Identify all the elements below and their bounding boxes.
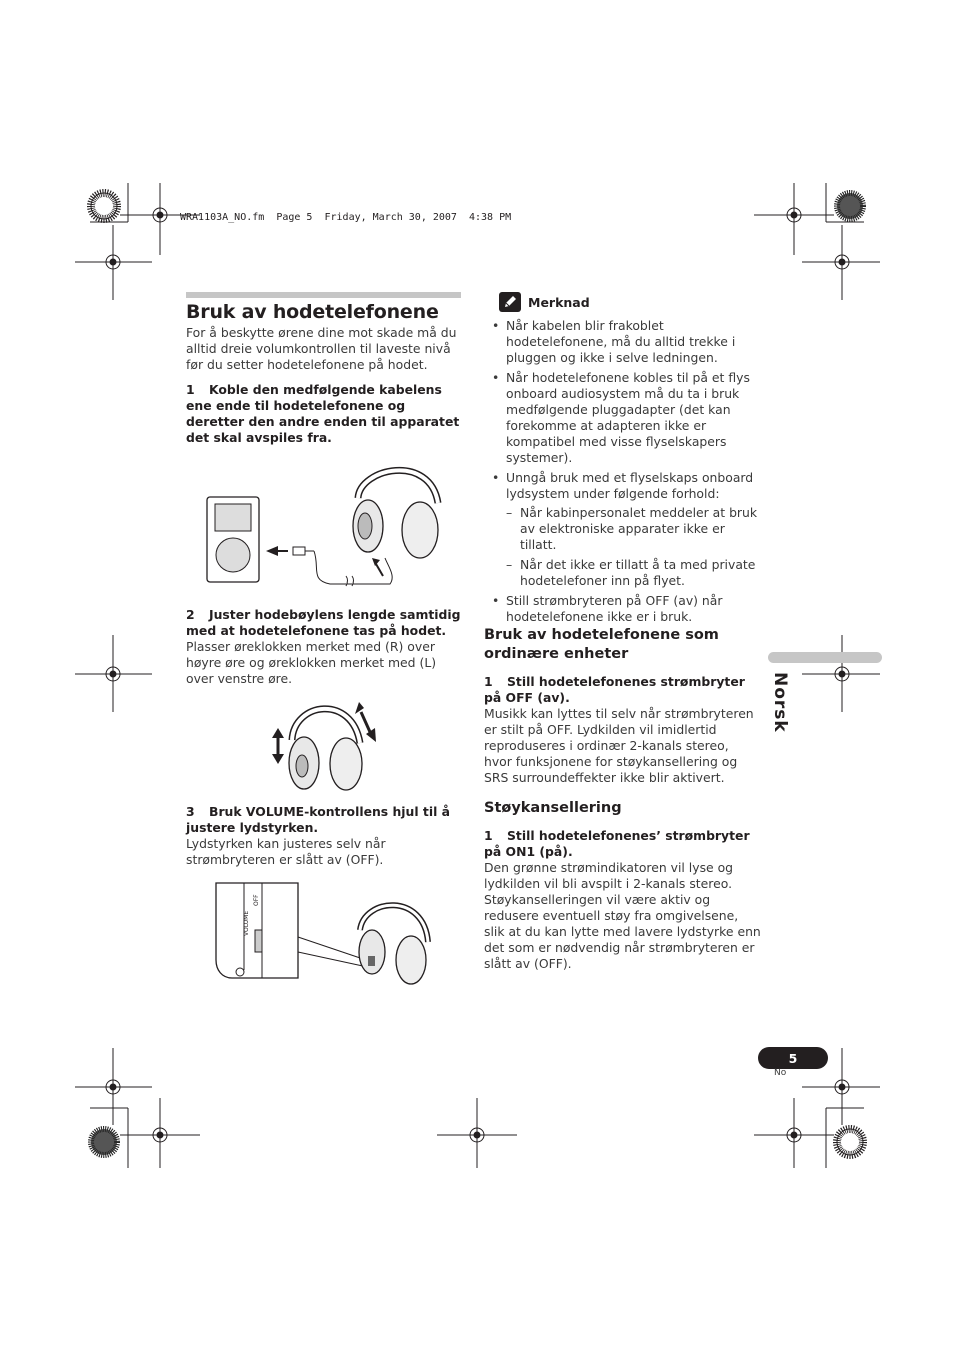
volume-label: VOLUME (243, 910, 250, 936)
section-heading-noise: Støykansellering (484, 800, 622, 816)
page-title: Bruk av hodetelefonene (186, 301, 439, 323)
file-header: WRA1103A_NO.fm Page 5 Friday, March 30, 2007 4:38 PM (180, 212, 512, 223)
section-heading-ordinary: Bruk av hodetelefonene som ordinære enheter (484, 627, 719, 662)
step-number: 1 (186, 382, 195, 397)
note-sub-bullet: – Når kabinpersonalet meddeler at bruk av elektroniske apparater ikke er tillatt. (506, 505, 762, 553)
note-sub-bullet: – Når det ikke er tillatt å ta med private hodetelefoner inn på flyet. (506, 557, 762, 589)
note-bullet: • Når hodetelefonene kobles til på et flys onboard audiosystem må du ta i bruk medfølgende pluggadapter (det kan forekomme at adapteren ikke er kompatibel med visse flyselskapers systemer). (484, 370, 762, 466)
step-2 (186, 607, 461, 639)
off-label: OFF (253, 894, 260, 906)
step-number: 1 (484, 828, 493, 843)
noise-step-1 (484, 828, 759, 860)
step-text: Juster hodebøylens lengde samtidig med at hodetelefonene tas på hodet. (186, 607, 461, 638)
step-3-body: Lydstyrken kan justeres selv når strømbryteren er slått av (OFF). (186, 836, 386, 867)
step-text: Still hodetelefonenes’ strømbryter på ON1 (på). (484, 828, 750, 859)
note-bullet: • Når kabelen blir frakoblet hodetelefonene, må du alltid trekke i pluggen og ikke i selve ledningen. (484, 318, 762, 366)
ordinary-step-1 (484, 674, 759, 706)
language-tab-bar (768, 652, 882, 663)
step-text: Koble den medfølgende kabelens ene ende til hodetelefonene og deretter den andre enden til apparatet det skal avspiles fra. (186, 382, 460, 445)
step-text: Bruk VOLUME-kontrollens hjul til å justere lydstyrken. (186, 804, 451, 835)
adjust-illustration (262, 698, 386, 796)
step-text: Still hodetelefonenes strømbryter på OFF (av). (484, 674, 745, 705)
note-title: Merknad (528, 295, 590, 310)
step-number: 3 (186, 804, 195, 819)
page-number: 5 (758, 1047, 828, 1069)
step-1 (186, 382, 461, 446)
ordinary-step-1-body: Musikk kan lyttes til selv når strømbryteren er stilt på OFF. Lydkilden vil imidlertid reproduseres i ordinær 2-kanals stereo, hvor funksjonene for støykansellering og SRS surroundeffekter ikke blir aktivert. (484, 706, 754, 785)
intro-text: For å beskytte ørene dine mot skade må du alltid dreie volumkontrollen til laveste nivå før du setter hodetelefonene på hodet. (186, 325, 457, 372)
note-pencil-icon (499, 292, 521, 312)
step-2-body: Plasser øreklokken merket med (R) over høyre øre og øreklokken merket med (L) over venstre øre. (186, 639, 437, 686)
connect-illustration (200, 458, 450, 590)
note-list (484, 318, 762, 629)
note-bullet (484, 470, 762, 589)
section-bar (186, 292, 461, 298)
language-tab-label: Norsk (770, 672, 790, 733)
volume-illustration (214, 880, 436, 990)
note-bullet: • Still strømbryteren på OFF (av) når hodetelefonene ikke er i bruk. (484, 593, 762, 625)
noise-step-1-body: Den grønne strømindikatoren vil lyse og lydkilden vil bli avspilt i 2-kanals stereo. Støykanselleringen vil være aktiv og redusere eventuell støy fra omgivelsene, slik at du kan lytte med lavere lydstyrke enn det som er nødvendig når strømbryteren er slått av (OFF). (484, 860, 761, 971)
note-bullet-text: Unngå bruk med et flyselskaps onboard lydsystem under følgende forhold: (506, 470, 754, 501)
step-number: 2 (186, 607, 195, 622)
step-3 (186, 804, 461, 836)
page-language-code: No (774, 1068, 787, 1078)
step-number: 1 (484, 674, 493, 689)
